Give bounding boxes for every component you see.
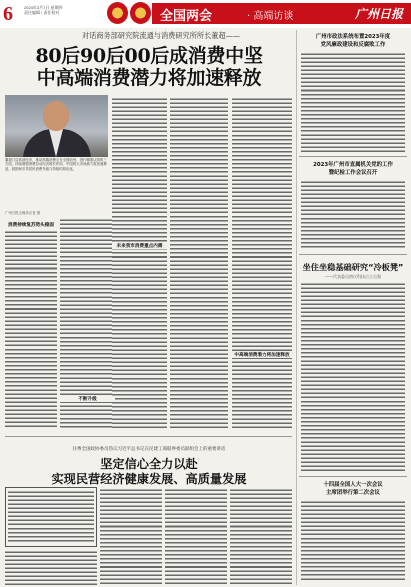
story4-title-line1: 十四届全国人大一次会议 — [323, 482, 383, 488]
article1-subtitle: 对话商务部研究院流通与消费研究所所长董超—— — [81, 31, 241, 40]
article1-title-line1: 80后90后00后成消费中坚 — [35, 45, 263, 67]
article1-section-head-3: 中高端消费潜力将加速释放 — [232, 352, 292, 358]
section-band — [152, 3, 411, 24]
article1-section-head-2: 未来我市消费重点内需 — [112, 243, 167, 249]
section-subtitle: · 高端访谈 — [247, 11, 294, 22]
article2-body-col1 — [5, 550, 97, 585]
story2-title-line1: 2023年广州市直属机关党的工作 — [313, 162, 393, 168]
story3-subtitle: ——代表委员热议科技自立自强 — [325, 274, 381, 279]
article1-body-col3 — [112, 97, 167, 430]
header-meta — [24, 5, 62, 15]
right-news-column — [296, 30, 408, 585]
article2-title-line1: 坚定信心全力以赴 — [100, 457, 198, 471]
date-line: 2024年3月7日 星期四 — [24, 5, 63, 10]
story3-title: 坐住坐稳基础研究“冷板凳” — [302, 262, 404, 272]
page-header — [0, 0, 411, 28]
article2-body-col2 — [100, 488, 162, 585]
article2-intro: 住粤全国政协委员热议习近平总书记在民建工商联界委员联组会上的重要讲话 — [72, 447, 226, 452]
portrait-photo — [5, 95, 108, 157]
article-divider — [5, 436, 292, 437]
story2-title-line2: 暨纪检工作会议召开 — [328, 170, 378, 176]
article1-body-col4 — [170, 97, 228, 430]
quote-box — [5, 487, 97, 547]
story1-title-line1: 广州市政法系统布置2023年度 — [315, 34, 391, 40]
story4-body — [301, 500, 405, 582]
article1-body-col5 — [232, 97, 292, 430]
article2-body-col3 — [165, 488, 227, 585]
story4-title-line2: 主席团举行第二次会议 — [326, 490, 380, 496]
story1-body — [301, 52, 405, 152]
page-number: 6 — [3, 3, 13, 25]
photo-caption: 董超门店高消经济，推动高端消费走在全国前列，进行精准认知的三方面，持续增强消费拉动经济增长作用，中国的大市场潜力将加速释放，鼓励和引导居民消费升级与持续结构优化。 — [5, 158, 107, 171]
photo-credit: 广州日报全媒体记者 摄 — [5, 211, 40, 215]
emblem-icon — [107, 2, 151, 24]
article2-title-line2: 实现民营经济健康发展、高质量发展 — [51, 472, 247, 486]
article1-body-col1 — [5, 230, 57, 430]
article1-title-line2: 中高端消费潜力将加速释放 — [36, 67, 262, 89]
story2-body — [301, 180, 405, 250]
article1-section-head-4: 不断升级 — [60, 396, 115, 402]
article2-body-col4 — [230, 488, 292, 585]
edition-line: 责任编辑 / 责任校对 — [24, 10, 60, 15]
story3-body — [301, 282, 405, 472]
section-title: 全国两会 — [160, 9, 213, 24]
story1-title-line2: 党风廉政建设和反腐败工作 — [320, 42, 386, 48]
article1-section-head-1: 消费持续复苏势头稳固 — [5, 222, 57, 228]
masthead-logo: 广州日报 — [354, 7, 403, 21]
